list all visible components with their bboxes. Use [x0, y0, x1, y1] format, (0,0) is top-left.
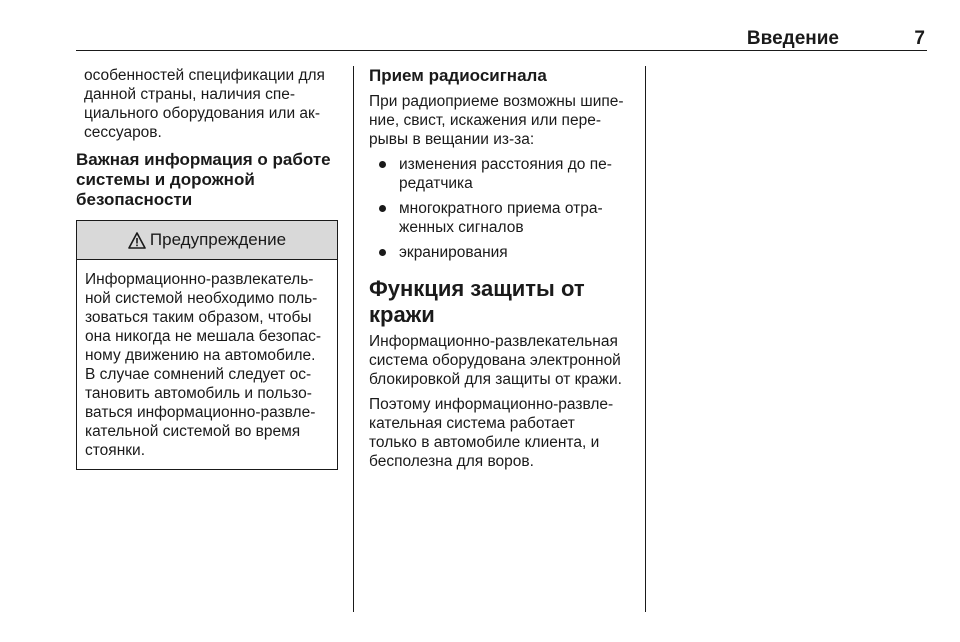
warning-title: Предупреждение: [149, 230, 287, 249]
warning-text: Информационно-развлекатель- ной системой необходимо поль- зоваться таким образом, чтобы она никогда не мешала безопас- ному движению на автомобиле. В случае сомнений следует ос- тановить автомобиль и пользо- ваться информационно-развле- кательной системой во время стоянки.: [85, 271, 322, 459]
column-divider-left: [353, 66, 354, 612]
list-item: [369, 199, 635, 237]
list-item-text: многократного приема отра- женных сигналов: [399, 200, 603, 236]
warning-box: [76, 220, 338, 470]
radio-heading: Прием радиосигнала: [369, 66, 547, 85]
continued-paragraph: особенностей спецификации для данной страны, наличия спе- циального оборудования или ак- сессуаров.: [84, 67, 325, 141]
bullet-icon: [379, 161, 386, 168]
theft-heading: Функция защиты от кражи: [369, 276, 585, 327]
radio-intro: При радиоприеме возможны шипе- ние, свист, искажения или пере- рывы в вещании из-за:: [369, 93, 624, 148]
theft-paragraph-1: Информационно-развлекательная система оборудована электронной блокировкой для защиты от кражи.: [369, 333, 622, 388]
bullet-icon: [379, 249, 386, 256]
column-divider-right: [645, 66, 646, 612]
header-rule: [76, 50, 927, 51]
list-item-text: экранирования: [399, 244, 508, 261]
page-header: [76, 28, 927, 52]
warning-triangle-icon: [128, 232, 146, 249]
left-column: [76, 66, 338, 470]
theft-paragraph-2: Поэтому информационно-развле- кательная система работает только в автомобиле клиента, и бесполезна для воров.: [369, 396, 614, 470]
warning-body: [77, 260, 337, 469]
list-item: [369, 243, 635, 262]
warning-header: [77, 221, 337, 260]
middle-column: [369, 66, 635, 471]
page-number: 7: [914, 28, 925, 49]
bullet-icon: [379, 205, 386, 212]
chapter-title: Введение: [746, 28, 839, 49]
list-item-text: изменения расстояния до пе- редатчика: [399, 156, 612, 192]
list-item: [369, 155, 635, 193]
safety-heading: Важная информация о работе системы и дорожной безопасности: [76, 150, 331, 209]
radio-bullet-list: [369, 155, 635, 262]
